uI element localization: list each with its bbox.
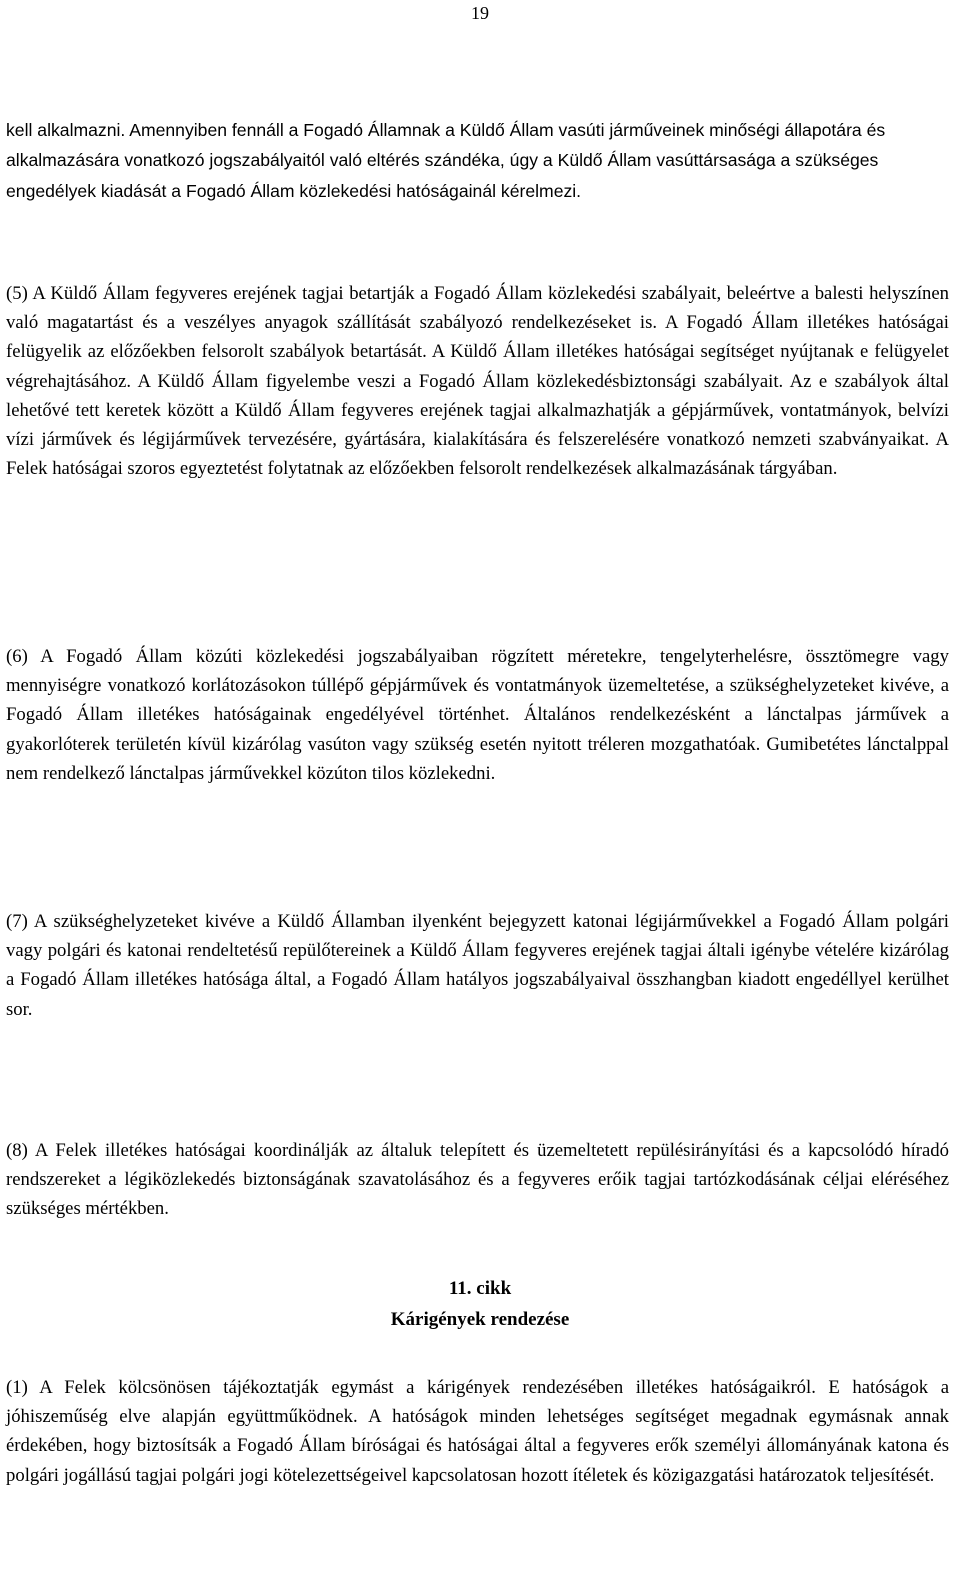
article-paragraph-1: (1) A Felek kölcsönösen tájékoztatják egymást a kárigények rendezésében illetékes hatóságaikról. E hatóságok a jóhiszeműség elve alapján együttműködnek. A hatóságok minden lehetséges segítséget megadnak egymásnak annak érdekében, hogy biztosítsák a Fogadó Állam bíróságai és hatóságai által a fegyveres erők személyi állományának katona és polgári jogállású tagjai polgári jogi kötelezettségeivel kapcsolatosan hozott ítéletek és közigazgatási határozatok teljesítését.: [6, 1377, 949, 1486]
article-number: 11. cikk: [448, 1278, 512, 1299]
paragraph-7: (7) A szükséghelyzeteket kivéve a Küldő Államban ilyenként bejegyzett katonai légijárművekkel a Fogadó Állam polgári vagy polgári és katonai rendeltetésű repülőtereinek a Küldő Állam fegyveres erejének tagjai általi igénybe vételére kizárólag a Fogadó Állam illetékes hatósága által, a Fogadó Állam hatályos jogszabályaival összhangban kiadott engedéllyel kerülhet sor.: [6, 911, 949, 1020]
paragraph-6: (6) A Fogadó Állam közúti közlekedési jogszabályaiban rögzített méretekre, tengelyterhelésre, össztömegre vagy mennyiségre vonatkozó korlátozásokon túllépő gépjárművek és vontatmányok üzemeltetése, a szükséghelyzeteket kivéve, a Fogadó Állam illetékes hatóságainak engedélyével történhet. Általános rendelkezésként a lánctalpas járművek a gyakorlóterek területén kívül kizárólag vasúton vagy szükség esetén nyitott tréleren mozgathatóak. Gumibetétes lánctalppal nem rendelkező lánctalpas járművekkel közúton tilos közlekedni.: [6, 646, 949, 784]
paragraph-5: (5) A Küldő Állam fegyveres erejének tagjai betartják a Fogadó Állam közlekedési szabályait, beleértve a balesti helyszínen való magatartást és a veszélyes anyagok szállítását szabályozó rendelkezéseket is. A Fogadó Állam illetékes hatóságai felügyelik az előzőekben felsorolt szabályok betartását. A Küldő Állam illetékes hatóságai segítséget nyújtanak e felügyelet végrehajtásához. A Küldő Állam figyelembe veszi a Fogadó Állam közlekedésbiztonsági szabályait. Az e szabályok által lehetővé tett keretek között a Küldő Állam fegyveres erejének tagjai alkalmazhatják a gépjárművek, vontatmányok, belvízi vízi járművek és légijárművek tervezésére, gyártására, kialakítására és felszerelésére vonatkozó nemzeti szabványaikat. A Felek hatóságai szoros egyeztetést folytatnak az előzőekben felsorolt rendelkezések alkalmazásának tárgyában.: [6, 283, 949, 480]
paragraph-8: (8) A Felek illetékes hatóságai koordinálják az általuk telepített és üzemeltetett repülésirányítási és a kapcsolódó híradó rendszereket a légiközlekedés biztonságának szavatolásához és a fegyveres erőik tagjai tartózkodásának céljai eléréséhez szükséges mértékben.: [6, 1140, 949, 1220]
paragraph-continuation: kell alkalmazni. Amennyiben fennáll a Fogadó Államnak a Küldő Állam vasúti járműveinek minőségi állapotára és alkalmazására vonatkozó jogszabályaitól való eltérés szándéka, úgy a Küldő Állam vasúttársasága a szükséges engedélyek kiadását a Fogadó Állam közlekedési hatóságainál kérelmezi.: [6, 120, 886, 201]
page-number: 19: [471, 3, 489, 23]
article-title: Kárigények rendezése: [390, 1309, 570, 1330]
